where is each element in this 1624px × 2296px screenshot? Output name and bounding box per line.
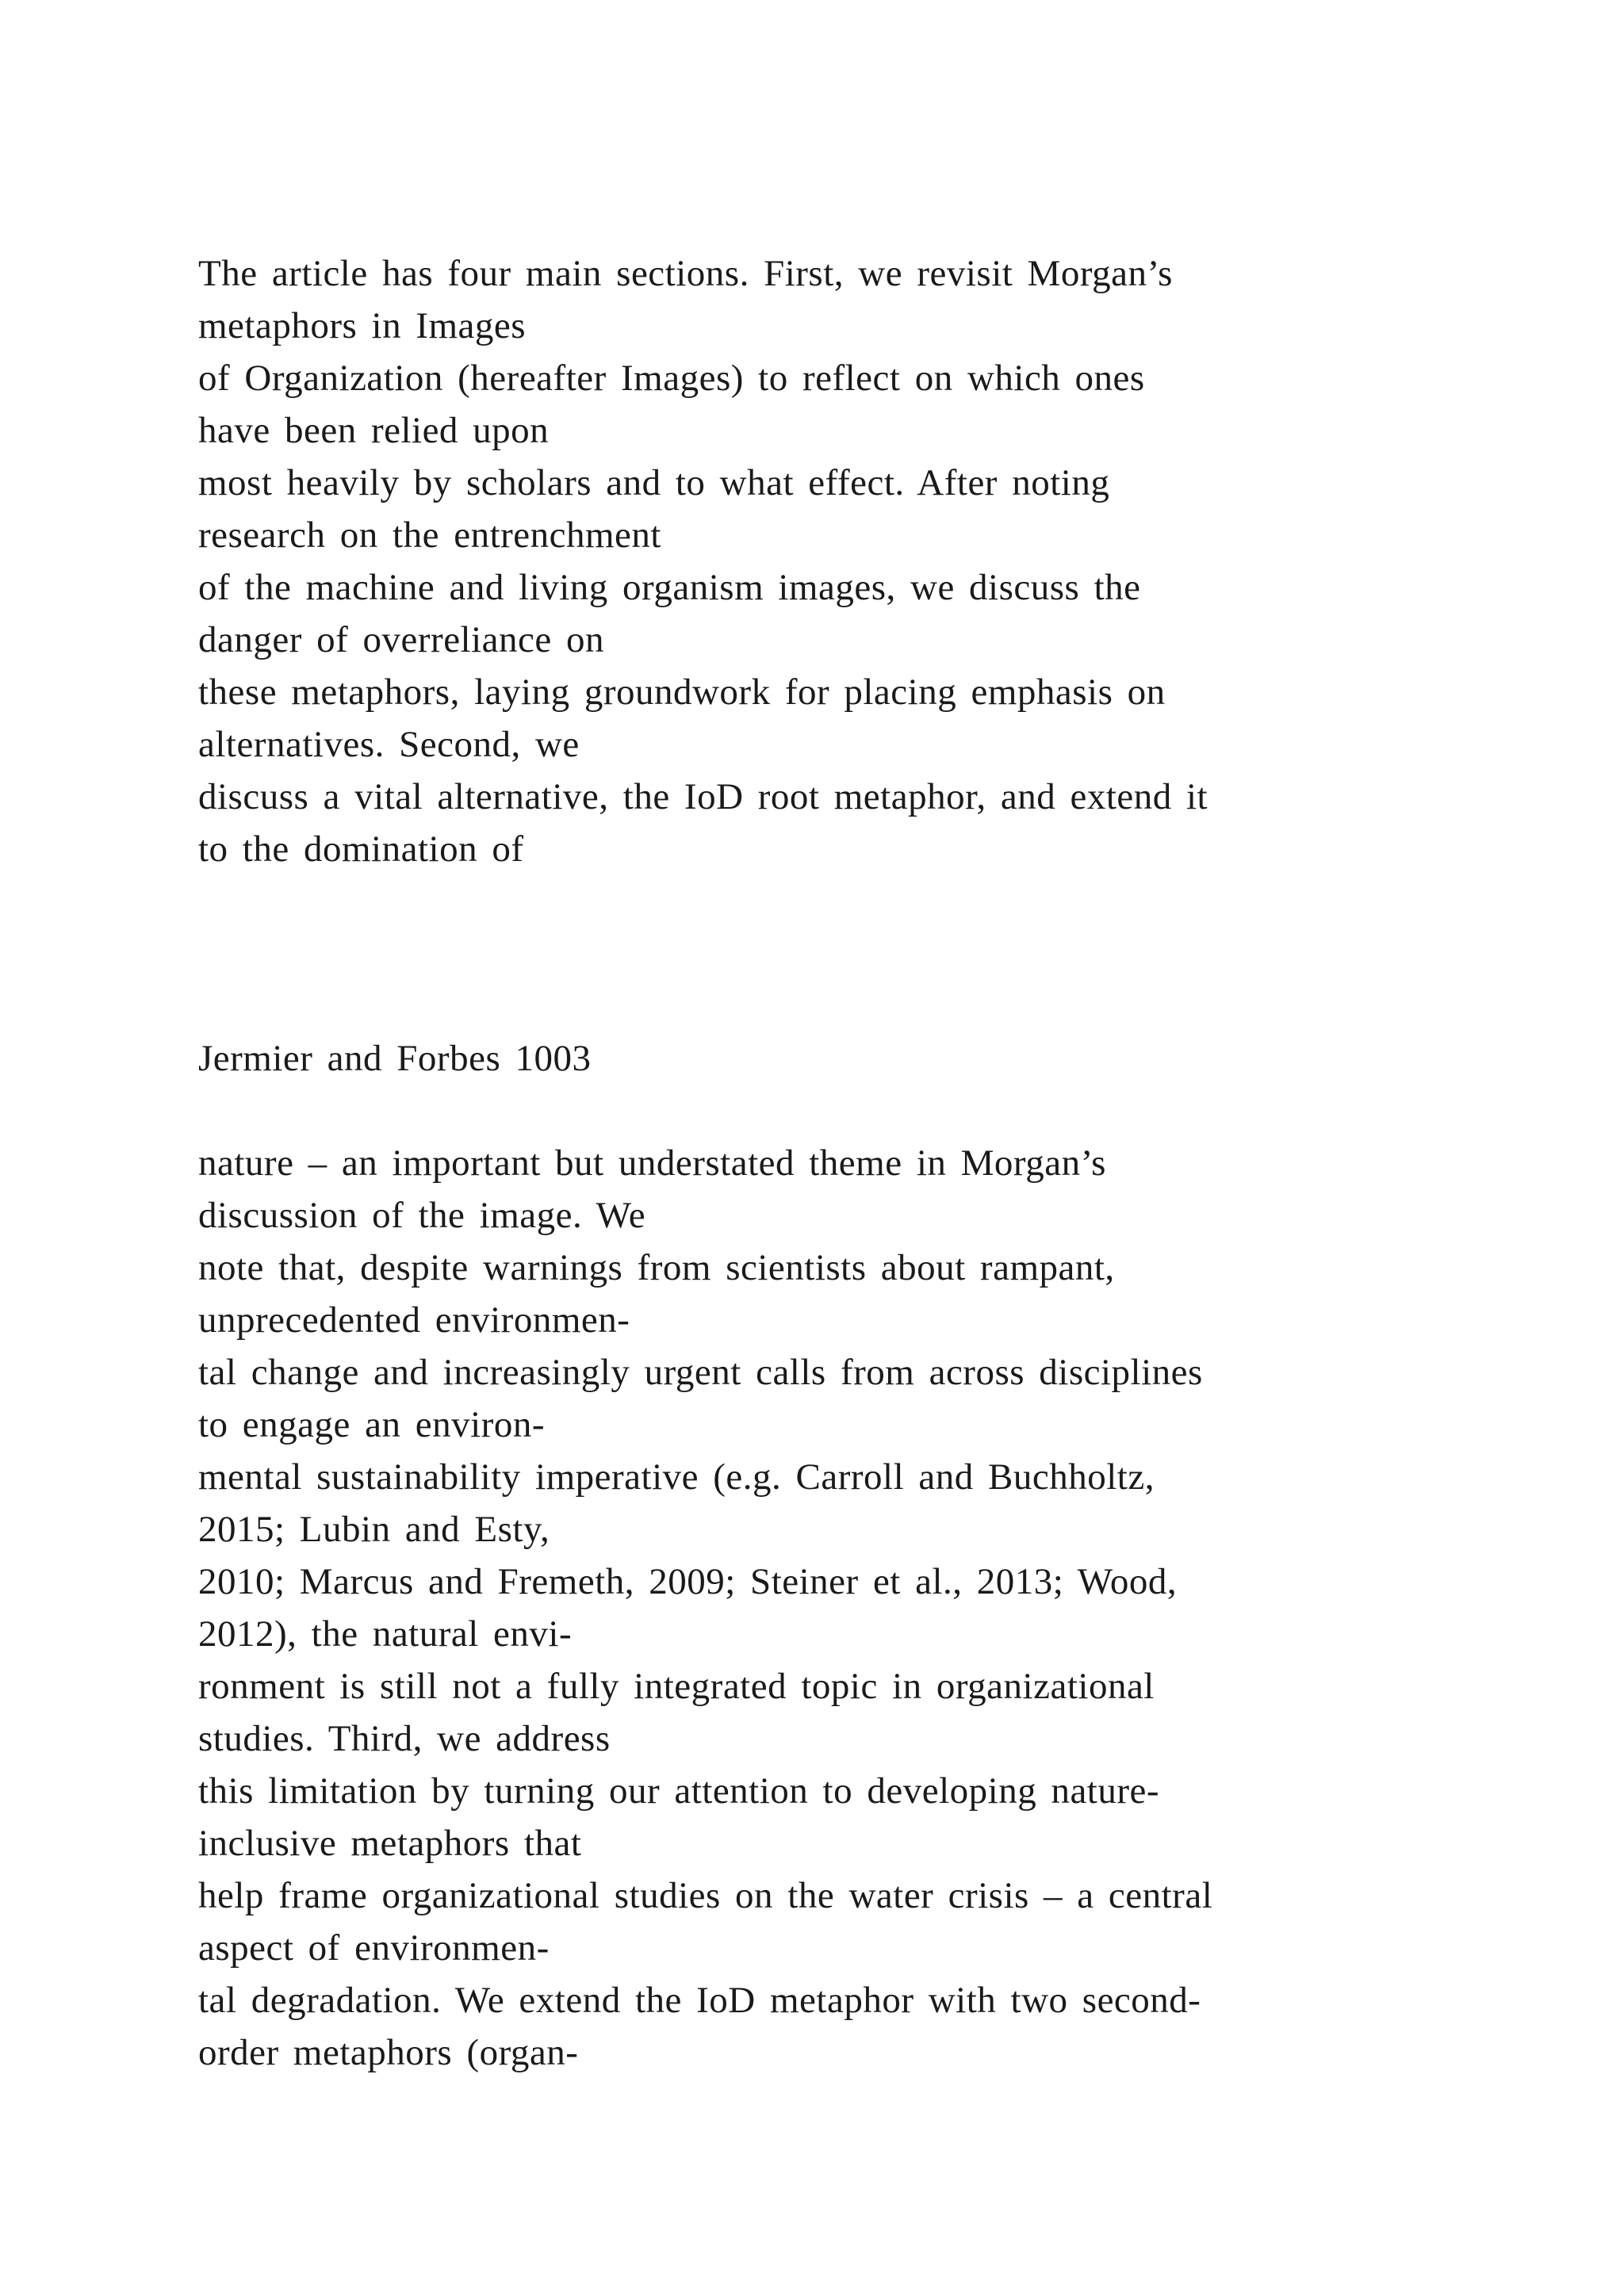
text-line: most heavily by scholars and to what effect. After noting — [198, 462, 1110, 503]
text-line: help frame organizational studies on the water crisis – a central — [198, 1875, 1213, 1916]
text-line: 2010; Marcus and Fremeth, 2009; Steiner et al., 2013; Wood, — [198, 1561, 1178, 1602]
text-line: discuss a vital alternative, the IoD root metaphor, and extend it — [198, 776, 1208, 817]
body-paragraph-2 — [198, 1137, 1435, 2079]
text-line: to engage an environ- — [198, 1404, 545, 1445]
text-line: unprecedented environmen- — [198, 1299, 630, 1341]
text-line: to the domination of — [198, 828, 524, 870]
text-line: research on the entrenchment — [198, 515, 661, 556]
text-line: note that, despite warnings from scientists about rampant, — [198, 1247, 1115, 1288]
text-line: alternatives. Second, we — [198, 724, 580, 765]
text-line: nature – an important but understated theme in Morgan’s — [198, 1142, 1106, 1184]
text-line: inclusive metaphors that — [198, 1823, 582, 1864]
text-line: discussion of the image. We — [198, 1195, 646, 1236]
text-line: this limitation by turning our attention to developing nature- — [198, 1770, 1160, 1812]
text-line: ronment is still not a fully integrated topic in organizational — [198, 1666, 1155, 1707]
text-line: 2012), the natural envi- — [198, 1613, 573, 1655]
text-line: of the machine and living organism images, we discuss the — [198, 567, 1141, 608]
text-line: 2015; Lubin and Esty, — [198, 1509, 550, 1550]
text-line: mental sustainability imperative (e.g. Carroll and Buchholtz, — [198, 1456, 1155, 1498]
text-line: tal change and increasingly urgent calls from across disciplines — [198, 1352, 1203, 1393]
text-line: tal degradation. We extend the IoD metaphor with two second- — [198, 1980, 1201, 2021]
text-line: aspect of environmen- — [198, 1927, 550, 1969]
text-line: have been relied upon — [198, 410, 550, 451]
body-paragraph-1 — [198, 247, 1435, 875]
running-header-text: Jermier and Forbes 1003 — [198, 1038, 592, 1079]
text-line: metaphors in Images — [198, 305, 527, 346]
text-line: The article has four main sections. First, we revisit Morgan’s — [198, 253, 1173, 294]
text-line: danger of overreliance on — [198, 619, 604, 660]
text-line: these metaphors, laying groundwork for placing emphasis on — [198, 672, 1166, 713]
text-line: studies. Third, we address — [198, 1718, 611, 1759]
text-line: of Organization (hereafter Images) to reflect on which ones — [198, 358, 1145, 399]
running-header — [198, 1032, 1435, 1085]
text-line: order metaphors (organ- — [198, 2032, 579, 2073]
